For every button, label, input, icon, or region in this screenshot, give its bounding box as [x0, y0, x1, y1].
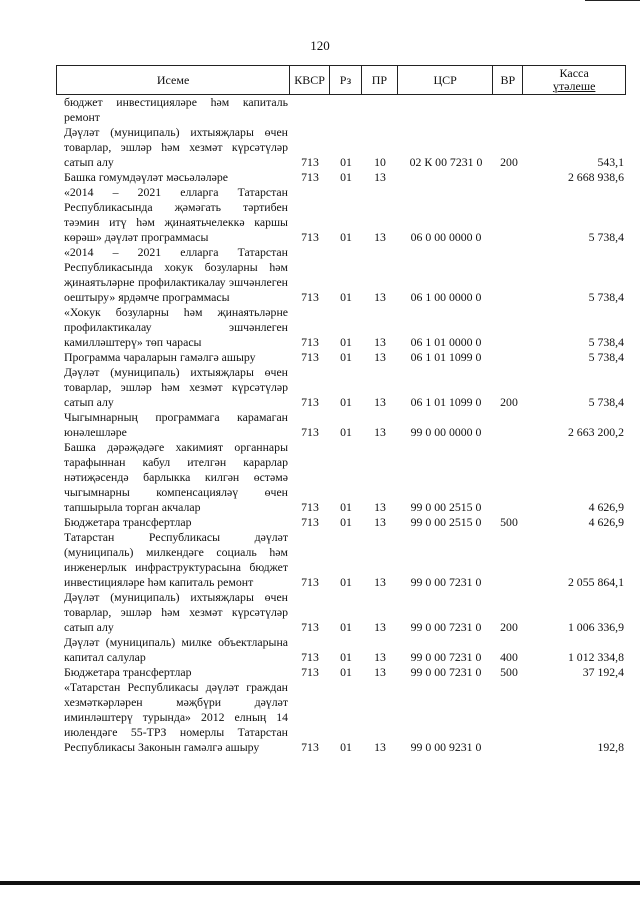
row-name: Дәүләт (муниципаль) ихтыяҗлары өчен товарлар, эшләр һәм хезмәт күрсәтүләр сатып алу — [64, 590, 288, 634]
row-amount: 1 006 336,9 — [567, 620, 624, 634]
row-amount: 2 055 864,1 — [567, 575, 624, 589]
row-name: «2014 – 2021 елларга Татарстан Республикасында хокук бозуларны һәм җинаятьләрне профилактикалау эшчәнлеген оештыру» ярдәмче программасы — [64, 245, 288, 304]
row-pr: 13 — [374, 335, 386, 349]
bottom-rule — [0, 881, 640, 885]
table-row — [56, 125, 626, 170]
row-pr: 10 — [374, 155, 386, 169]
row-csr: 06 1 01 0000 0 — [410, 335, 482, 349]
row-csr: 06 0 00 0000 0 — [410, 230, 482, 244]
budget-table — [56, 65, 626, 755]
row-pr: 13 — [374, 230, 386, 244]
header-csr: ЦСР — [398, 66, 494, 94]
table-row — [56, 365, 626, 410]
row-amount: 192,8 — [597, 740, 624, 754]
header-kassa — [523, 66, 625, 94]
row-amount: 4 626,9 — [588, 515, 624, 529]
row-rz: 01 — [340, 740, 352, 754]
row-csr: 02 К 00 7231 0 — [409, 155, 483, 169]
row-kvsr: 713 — [301, 665, 319, 679]
table-row — [56, 665, 626, 680]
table-row — [56, 680, 626, 755]
row-csr: 99 0 00 2515 0 — [410, 515, 482, 529]
row-amount: 5 738,4 — [588, 350, 624, 364]
row-name: «Татарстан Республикасы дәүләт граждан хезмәткәрләрен мәҗбүри дәүләт иминләштерү турында» 2012 елның 14 июлендәге 55-ТРЗ номерлы Татарстан Республикасы Законын гамәлгә ашыру — [64, 680, 288, 754]
row-vr: 400 — [500, 650, 518, 664]
row-vr: 500 — [500, 515, 518, 529]
table-row — [56, 530, 626, 590]
row-name: Дәүләт (муниципаль) милке объектларына капитал салулар — [64, 635, 288, 664]
row-pr: 13 — [374, 395, 386, 409]
row-kvsr: 713 — [301, 230, 319, 244]
top-rule — [585, 0, 640, 1]
header-pr: ПР — [362, 66, 398, 94]
row-csr: 99 0 00 7231 0 — [410, 665, 482, 679]
row-name: Программа чараларын гамәлгә ашыру — [64, 350, 256, 364]
row-amount: 5 738,4 — [588, 230, 624, 244]
table-header — [56, 65, 626, 95]
row-name: Бюджетара трансфертлар — [64, 515, 192, 529]
table-row — [56, 170, 626, 185]
row-pr: 13 — [374, 425, 386, 439]
row-kvsr: 713 — [301, 740, 319, 754]
row-kvsr: 713 — [301, 395, 319, 409]
row-amount: 543,1 — [597, 155, 624, 169]
row-pr: 13 — [374, 740, 386, 754]
table-row — [56, 515, 626, 530]
header-kvsr: КВСР — [290, 66, 330, 94]
row-kvsr: 713 — [301, 575, 319, 589]
row-name: Татарстан Республикасы дәүләт (муниципаль) милкендәге социаль һәм инженерлык инфраструктурасына бюджет инвестицияләре һәм капиталь ремонт — [64, 530, 288, 589]
row-kvsr: 713 — [301, 500, 319, 514]
row-pr: 13 — [374, 290, 386, 304]
row-csr: 06 1 00 0000 0 — [410, 290, 482, 304]
row-vr: 500 — [500, 665, 518, 679]
row-rz: 01 — [340, 620, 352, 634]
row-kvsr: 713 — [301, 170, 319, 184]
row-pr: 13 — [374, 665, 386, 679]
table-row — [56, 440, 626, 515]
row-rz: 01 — [340, 665, 352, 679]
row-amount: 37 192,4 — [582, 665, 624, 679]
row-csr: 99 0 00 7231 0 — [410, 620, 482, 634]
row-name: Дәүләт (муниципаль) ихтыяҗлары өчен товарлар, эшләр һәм хезмәт күрсәтүләр сатып алу — [64, 125, 288, 169]
row-name: Башка дәрәҗәдәге хакимият органнары тарафыннан кабул ителгән карарлар нәтиҗәсендә барлыкка килгән өстәмә чыгымнарны компенсацияләү өчен тапшырыла торган акчалар — [64, 440, 288, 514]
row-csr: 06 1 01 1099 0 — [410, 395, 482, 409]
row-rz: 01 — [340, 335, 352, 349]
row-pr: 13 — [374, 650, 386, 664]
row-name: Бюджетара трансфертлар — [64, 665, 192, 679]
row-amount: 2 668 938,6 — [567, 170, 624, 184]
row-vr: 200 — [500, 395, 518, 409]
header-kassa-line2: үтәлеше — [552, 79, 596, 93]
row-name: «Хокук бозуларны һәм җинаятьләрне профилактикалау эшчәнлеген камилләштерү» төп чарасы — [64, 305, 288, 349]
header-kassa-line1: Касса — [559, 66, 589, 80]
row-csr: 99 0 00 2515 0 — [410, 500, 482, 514]
table-body — [56, 95, 626, 755]
table-row — [56, 245, 626, 305]
row-vr: 200 — [500, 620, 518, 634]
table-row — [56, 350, 626, 365]
row-vr: 200 — [500, 155, 518, 169]
row-rz: 01 — [340, 515, 352, 529]
row-kvsr: 713 — [301, 620, 319, 634]
row-amount: 5 738,4 — [588, 395, 624, 409]
row-pr: 13 — [374, 170, 386, 184]
row-kvsr: 713 — [301, 155, 319, 169]
row-name: Чыгымнарның программага карамаган юнәлешләре — [64, 410, 288, 439]
row-amount: 5 738,4 — [588, 335, 624, 349]
page-number: 120 — [310, 38, 330, 53]
row-name: Башка гомумдәүләт мәсьәләләре — [64, 170, 229, 184]
row-name: «2014 – 2021 елларга Татарстан Республикасында җәмәгать тәртибен тәэмин итү һәм җинаятьчелеккә каршы көрәш» дәүләт программасы — [64, 185, 288, 244]
row-csr: 99 0 00 7231 0 — [410, 650, 482, 664]
row-rz: 01 — [340, 575, 352, 589]
row-rz: 01 — [340, 650, 352, 664]
row-csr: 99 0 00 9231 0 — [410, 740, 482, 754]
row-amount: 2 663 200,2 — [567, 425, 624, 439]
table-row — [56, 410, 626, 440]
row-pr: 13 — [374, 350, 386, 364]
row-rz: 01 — [340, 170, 352, 184]
row-kvsr: 713 — [301, 650, 319, 664]
row-rz: 01 — [340, 155, 352, 169]
row-rz: 01 — [340, 290, 352, 304]
row-amount: 4 626,9 — [588, 500, 624, 514]
row-kvsr: 713 — [301, 290, 319, 304]
row-pr: 13 — [374, 620, 386, 634]
row-rz: 01 — [340, 230, 352, 244]
row-rz: 01 — [340, 395, 352, 409]
row-name: Дәүләт (муниципаль) ихтыяҗлары өчен товарлар, эшләр һәм хезмәт күрсәтүләр сатып алу — [64, 365, 288, 409]
row-pr: 13 — [374, 515, 386, 529]
row-kvsr: 713 — [301, 515, 319, 529]
header-rz: Рз — [330, 66, 362, 94]
row-rz: 01 — [340, 500, 352, 514]
table-row — [56, 185, 626, 245]
table-row — [56, 590, 626, 635]
row-kvsr: 713 — [301, 335, 319, 349]
row-kvsr: 713 — [301, 350, 319, 364]
table-row — [56, 95, 626, 125]
row-kvsr: 713 — [301, 425, 319, 439]
row-pr: 13 — [374, 575, 386, 589]
row-pr: 13 — [374, 500, 386, 514]
row-csr: 06 1 01 1099 0 — [410, 350, 482, 364]
header-name: Исеме — [57, 66, 290, 94]
header-vr: ВР — [493, 66, 523, 94]
row-csr: 99 0 00 0000 0 — [410, 425, 482, 439]
row-name: бюджет инвестицияләре һәм капиталь ремонт — [64, 95, 288, 124]
row-amount: 1 012 334,8 — [567, 650, 624, 664]
row-csr: 99 0 00 7231 0 — [410, 575, 482, 589]
row-amount: 5 738,4 — [588, 290, 624, 304]
row-rz: 01 — [340, 425, 352, 439]
table-row — [56, 305, 626, 350]
row-rz: 01 — [340, 350, 352, 364]
table-row — [56, 635, 626, 665]
